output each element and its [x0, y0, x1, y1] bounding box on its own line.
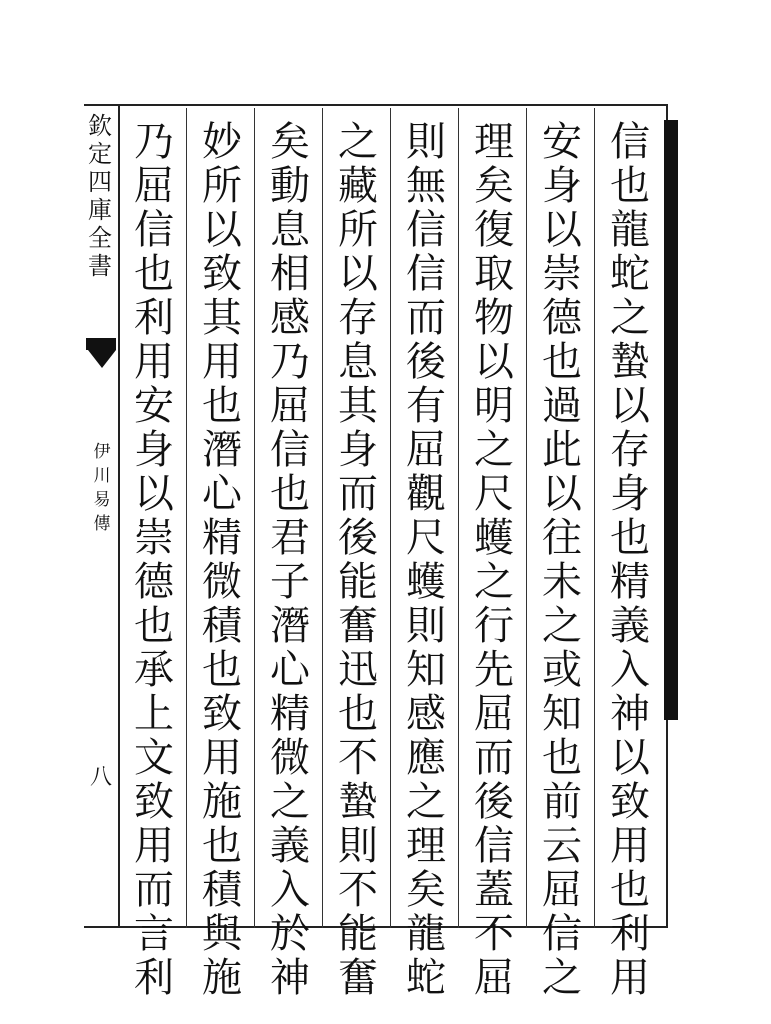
text-char: 致: [202, 251, 242, 297]
text-char: 蛇: [406, 955, 446, 1001]
text-char: 而: [474, 735, 514, 781]
text-char: 身: [610, 471, 650, 517]
text-char: 動: [270, 163, 310, 209]
text-char: 其: [338, 383, 378, 429]
text-char: 存: [338, 295, 378, 341]
text-char: 物: [474, 295, 514, 341]
text-char: 子: [270, 559, 310, 605]
text-char: 身: [134, 427, 174, 473]
fish-tail-mark: [88, 350, 116, 368]
text-char: 後: [338, 515, 378, 561]
text-char: 能: [338, 911, 378, 957]
text-char: 入: [610, 647, 650, 693]
text-char: 屈: [542, 867, 582, 913]
text-char: 精: [202, 515, 242, 561]
text-char: 息: [270, 207, 310, 253]
text-column-6: [260, 119, 320, 1001]
text-char: 也: [270, 471, 310, 517]
text-char: 用: [202, 735, 242, 781]
text-char: 觀: [406, 471, 446, 517]
text-char: 息: [338, 339, 378, 385]
text-char: 有: [406, 383, 446, 429]
text-char: 也: [202, 647, 242, 693]
text-char: 藏: [338, 163, 378, 209]
section-title-char: 傳: [93, 514, 111, 534]
text-char: 妙: [202, 119, 242, 165]
section-title-char: 伊: [93, 442, 111, 462]
text-char: 不: [338, 867, 378, 913]
text-char: 蟄: [338, 779, 378, 825]
text-char: 以: [338, 251, 378, 297]
text-char: 信: [542, 911, 582, 957]
text-char: 復: [474, 207, 514, 253]
text-char: 乃: [270, 339, 310, 385]
text-char: 用: [134, 823, 174, 869]
text-char: 屈: [474, 691, 514, 737]
text-char: 以: [610, 735, 650, 781]
text-char: 用: [134, 339, 174, 385]
text-char: 崇: [542, 251, 582, 297]
text-char: 施: [202, 779, 242, 825]
text-char: 也: [610, 867, 650, 913]
book-title: [86, 112, 114, 280]
text-char: 也: [202, 823, 242, 869]
text-char: 也: [134, 251, 174, 297]
text-char: 潛: [202, 427, 242, 473]
text-char: 微: [270, 735, 310, 781]
text-char: 致: [610, 779, 650, 825]
text-char: 文: [134, 735, 174, 781]
text-char: 身: [338, 427, 378, 473]
book-title-char: 定: [88, 140, 112, 168]
column-rule: [186, 108, 187, 928]
text-char: 迅: [338, 647, 378, 693]
text-char: 神: [610, 691, 650, 737]
text-char: 承: [134, 647, 174, 693]
text-char: 君: [270, 515, 310, 561]
section-title-char: 川: [93, 466, 111, 486]
text-char: 以: [542, 471, 582, 517]
text-char: 奮: [338, 955, 378, 1001]
text-char: 之: [542, 955, 582, 1001]
text-char: 龍: [610, 207, 650, 253]
section-title-char: 易: [93, 490, 111, 510]
text-char: 後: [406, 339, 446, 385]
left-border-rule: [118, 104, 120, 928]
text-char: 義: [270, 823, 310, 869]
text-char: 崇: [134, 515, 174, 561]
text-char: 則: [406, 119, 446, 165]
text-column-8: [124, 119, 184, 1001]
text-char: 神: [270, 955, 310, 1001]
text-char: 之: [610, 295, 650, 341]
text-char: 德: [542, 295, 582, 341]
text-char: 與: [202, 911, 242, 957]
text-char: 所: [202, 163, 242, 209]
text-char: 也: [542, 735, 582, 781]
top-border-rule: [84, 104, 668, 106]
text-char: 信: [474, 823, 514, 869]
text-char: 蟄: [610, 339, 650, 385]
text-char: 利: [610, 911, 650, 957]
text-char: 以: [202, 207, 242, 253]
text-char: 利: [134, 295, 174, 341]
text-char: 過: [542, 383, 582, 429]
text-char: 用: [202, 339, 242, 385]
text-char: 致: [134, 779, 174, 825]
text-char: 屈: [134, 163, 174, 209]
book-title-char: 庫: [88, 196, 112, 224]
text-char: 後: [474, 779, 514, 825]
text-char: 也: [610, 163, 650, 209]
text-char: 用: [610, 823, 650, 869]
text-char: 蓋: [474, 867, 514, 913]
text-char: 也: [338, 691, 378, 737]
folio-number: 八: [90, 765, 113, 790]
section-title: [92, 440, 112, 536]
text-char: 往: [542, 515, 582, 561]
text-column-5: [328, 119, 388, 1001]
book-title-char: 全: [88, 224, 112, 252]
text-char: 信: [134, 207, 174, 253]
text-char: 微: [202, 559, 242, 605]
text-char: 不: [338, 735, 378, 781]
text-char: 信: [270, 427, 310, 473]
text-char: 屈: [474, 955, 514, 1001]
text-char: 先: [474, 647, 514, 693]
text-char: 則: [406, 603, 446, 649]
text-char: 矣: [474, 163, 514, 209]
text-char: 屈: [270, 383, 310, 429]
text-char: 云: [542, 823, 582, 869]
text-char: 取: [474, 251, 514, 297]
text-char: 乃: [134, 119, 174, 165]
text-char: 之: [474, 427, 514, 473]
text-char: 理: [474, 119, 514, 165]
text-char: 上: [134, 691, 174, 737]
text-column-3: [464, 119, 524, 1001]
fish-tail-block: [86, 338, 116, 350]
text-char: 屈: [406, 427, 446, 473]
text-char: 積: [202, 867, 242, 913]
text-char: 理: [406, 823, 446, 869]
text-char: 蠖: [406, 559, 446, 605]
book-title-char: 四: [88, 168, 112, 196]
text-char: 之: [406, 779, 446, 825]
text-char: 之: [474, 559, 514, 605]
text-char: 知: [542, 691, 582, 737]
text-char: 此: [542, 427, 582, 473]
text-char: 龍: [406, 911, 446, 957]
text-char: 行: [474, 603, 514, 649]
text-char: 以: [610, 383, 650, 429]
column-rule: [254, 108, 255, 928]
text-char: 以: [134, 471, 174, 517]
column-rule: [458, 108, 459, 928]
text-char: 而: [134, 867, 174, 913]
text-char: 安: [134, 383, 174, 429]
text-char: 奮: [338, 603, 378, 649]
right-edge-band: [664, 120, 678, 720]
column-rule: [526, 108, 527, 928]
text-char: 德: [134, 559, 174, 605]
text-char: 尺: [406, 515, 446, 561]
text-column-2: [532, 119, 592, 1001]
text-char: 安: [542, 119, 582, 165]
text-char: 用: [610, 955, 650, 1001]
text-char: 蠖: [474, 515, 514, 561]
text-char: 之: [270, 779, 310, 825]
text-char: 相: [270, 251, 310, 297]
text-char: 言: [134, 911, 174, 957]
text-char: 精: [610, 559, 650, 605]
text-char: 知: [406, 647, 446, 693]
text-char: 蛇: [610, 251, 650, 297]
text-column-7: [192, 119, 252, 1001]
text-char: 未: [542, 559, 582, 605]
text-char: 信: [406, 251, 446, 297]
text-char: 無: [406, 163, 446, 209]
text-char: 存: [610, 427, 650, 473]
text-char: 之: [338, 119, 378, 165]
text-char: 於: [270, 911, 310, 957]
text-char: 則: [338, 823, 378, 869]
text-char: 心: [270, 647, 310, 693]
column-rule: [594, 108, 595, 928]
text-char: 以: [474, 339, 514, 385]
text-char: 利: [134, 955, 174, 1001]
text-char: 以: [542, 207, 582, 253]
text-char: 而: [406, 295, 446, 341]
text-char: 也: [202, 383, 242, 429]
text-char: 應: [406, 735, 446, 781]
column-rule: [322, 108, 323, 928]
text-char: 感: [270, 295, 310, 341]
text-char: 所: [338, 207, 378, 253]
book-title-char: 書: [88, 252, 112, 280]
text-char: 也: [610, 515, 650, 561]
text-char: 入: [270, 867, 310, 913]
text-char: 身: [542, 163, 582, 209]
text-column-4: [396, 119, 456, 1001]
text-char: 其: [202, 295, 242, 341]
text-char: 明: [474, 383, 514, 429]
text-char: 心: [202, 471, 242, 517]
text-char: 積: [202, 603, 242, 649]
text-char: 潛: [270, 603, 310, 649]
text-char: 能: [338, 559, 378, 605]
text-column-1: [600, 119, 660, 1001]
text-char: 矣: [270, 119, 310, 165]
text-char: 感: [406, 691, 446, 737]
text-char: 矣: [406, 867, 446, 913]
text-char: 信: [610, 119, 650, 165]
text-char: 不: [474, 911, 514, 957]
text-char: 也: [542, 339, 582, 385]
text-char: 之: [542, 603, 582, 649]
text-char: 致: [202, 691, 242, 737]
book-title-char: 欽: [88, 112, 112, 140]
text-char: 施: [202, 955, 242, 1001]
text-char: 前: [542, 779, 582, 825]
column-rule: [390, 108, 391, 928]
text-char: 義: [610, 603, 650, 649]
text-char: 也: [134, 603, 174, 649]
text-char: 信: [406, 207, 446, 253]
text-char: 而: [338, 471, 378, 517]
text-char: 精: [270, 691, 310, 737]
text-char: 尺: [474, 471, 514, 517]
text-char: 或: [542, 647, 582, 693]
